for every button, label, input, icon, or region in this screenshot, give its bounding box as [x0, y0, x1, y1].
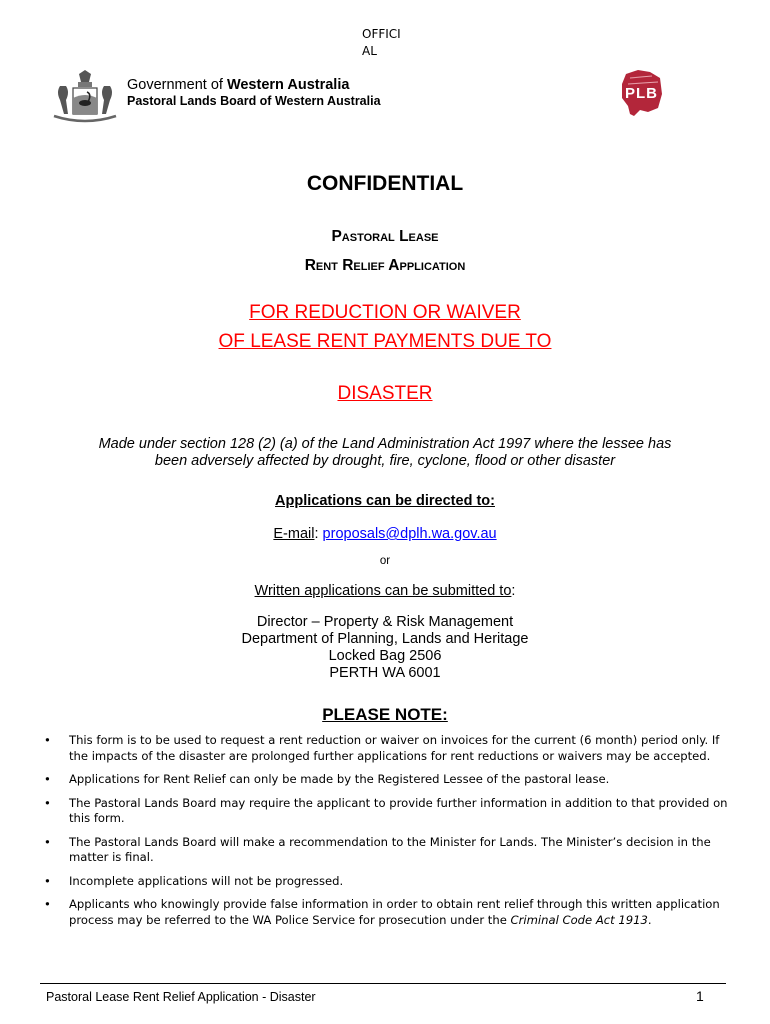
legislation-statement: Made under section 128 (2) (a) of the Land Administration Act 1997 where the lessee has been adversely affected by drought, fire, cyclone, flood or other disaster [98, 436, 672, 469]
address-line: Department of Planning, Lands and Heritage [241, 631, 529, 647]
classification-label: OFFICIAL [362, 27, 401, 58]
plb-logo [618, 68, 664, 118]
page-number: 1 [696, 988, 704, 1004]
list-item: • Applicants who knowingly provide false information in order to obtain rent relief through this written application process may be referred to the WA Police Service for prosecution under the Criminal Code Act 1913. [44, 897, 720, 927]
email-line: E-mail: proposals@dplh.wa.gov.au [273, 526, 497, 542]
notes-list [44, 733, 728, 936]
or-separator: or [379, 555, 391, 567]
board-name: Pastoral Lands Board of Western Australia [127, 94, 381, 108]
address-line: PERTH WA 6001 [329, 665, 441, 681]
red-subtitle-1: FOR REDUCTION OR WAIVER [249, 302, 521, 323]
red-subtitle-2: OF LEASE RENT PAYMENTS DUE TO [218, 331, 552, 352]
plb-logo-text: PLB [625, 85, 658, 102]
footer-title: Pastoral Lease Rent Relief Application - Disaster [46, 990, 316, 1004]
applications-directed-heading: Applications can be directed to: [275, 493, 495, 509]
title-line-1: Pastoral Lease [331, 228, 439, 245]
list-item: • The Pastoral Lands Board will make a recommendation to the Minister for Lands. The Minister’s decision in the matter is final. [44, 834, 711, 864]
footer-divider [40, 983, 726, 984]
wa-coat-of-arms-icon [50, 68, 120, 124]
written-applications-line: Written applications can be submitted to: [254, 583, 516, 599]
address-line: Director – Property & Risk Management [256, 614, 514, 630]
title-line-2: Rent Relief Application [304, 257, 466, 274]
list-item: • The Pastoral Lands Board may require the applicant to provide further information in addition to that provided on this form. [44, 795, 728, 825]
please-note-heading: PLEASE NOTE: [322, 705, 448, 724]
email-label: E-mail [273, 526, 315, 542]
email-link[interactable]: proposals@dplh.wa.gov.au [322, 526, 497, 542]
government-title: Government of Western Australia [127, 77, 350, 93]
list-item: • Applications for Rent Relief can only be made by the Registered Lessee of the pastoral lease. [44, 772, 610, 786]
postal-address [0, 614, 770, 682]
list-item: • This form is to be used to request a rent reduction or waiver on invoices for the current (6 month) period only. If the impacts of the disaster are prolonged further applications for rent reductions or waivers may be accepted. [44, 733, 720, 763]
confidential-heading: CONFIDENTIAL [306, 172, 464, 195]
list-item: • Incomplete applications will not be progressed. [44, 873, 344, 888]
red-subtitle-3: DISASTER [337, 383, 433, 404]
address-line: Locked Bag 2506 [328, 648, 442, 664]
